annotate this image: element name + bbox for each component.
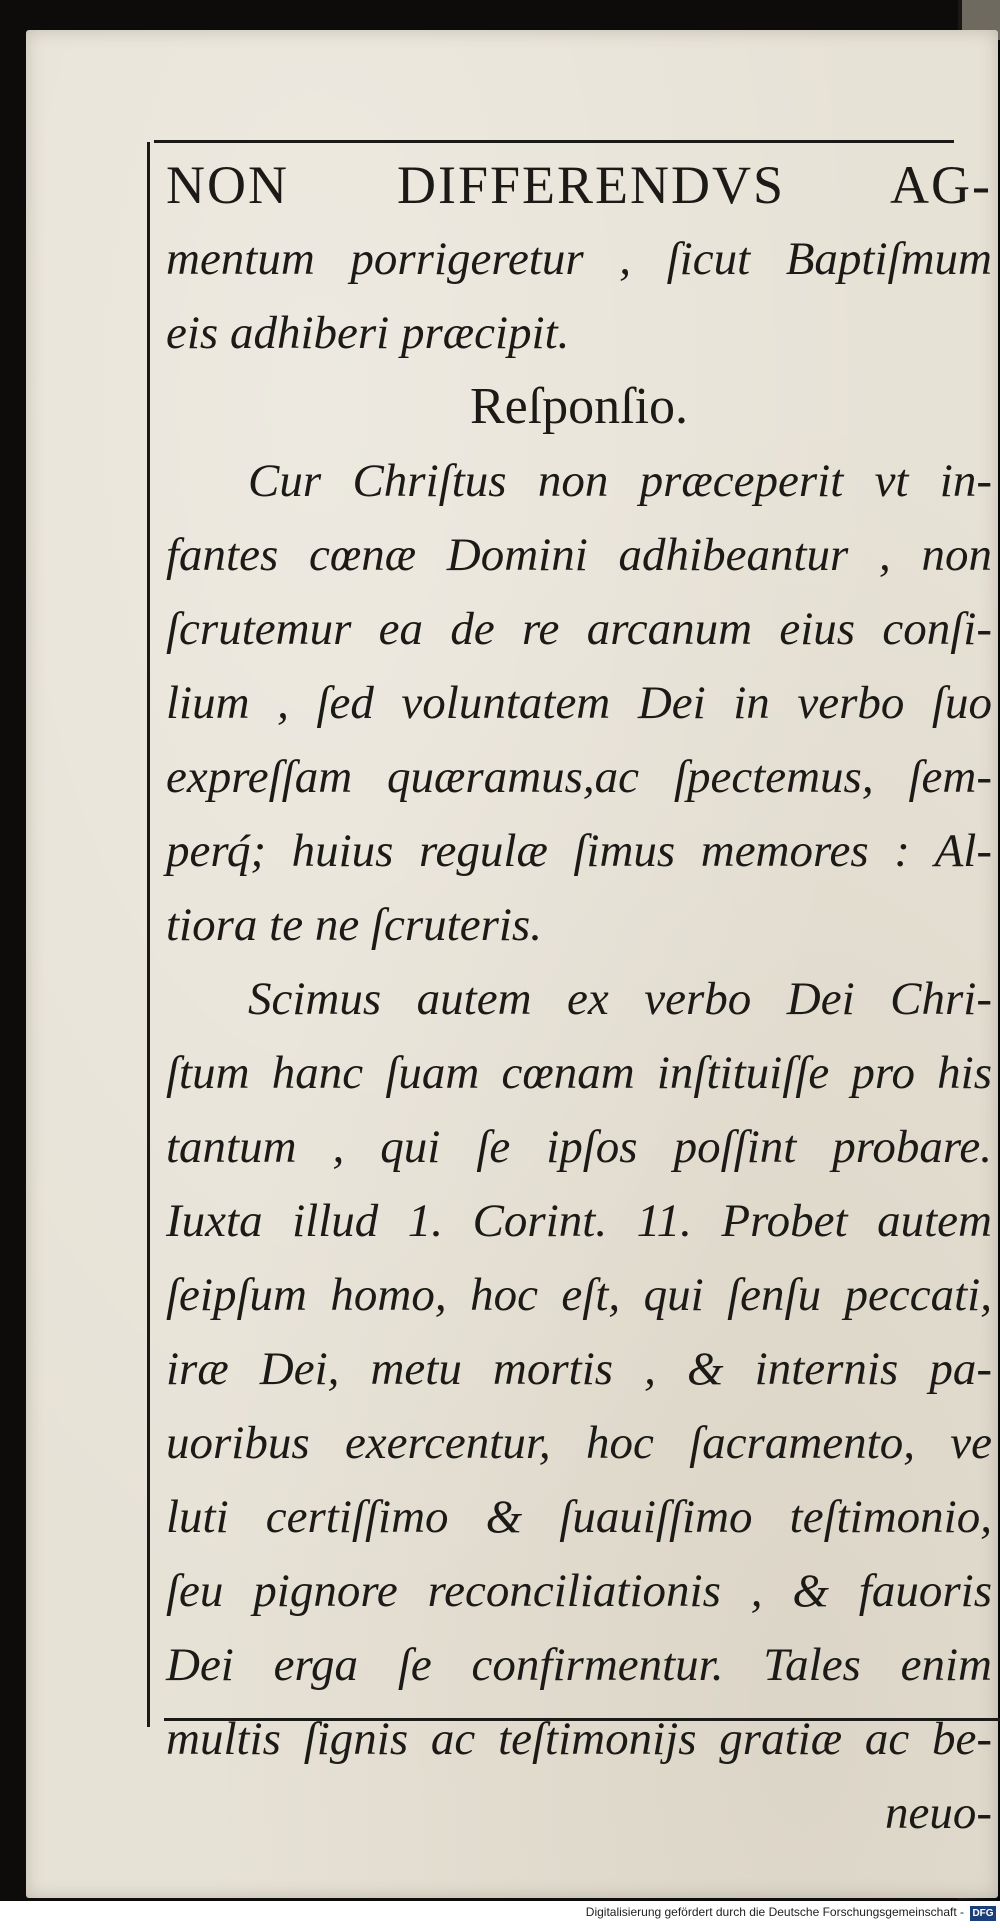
text-line: tantum , qui ſe ipſos poſſint probare. [166, 1121, 992, 1173]
text-line: iræ Dei, metu mortis , & internis pa- [166, 1343, 992, 1395]
text-line: Dei erga ſe confirmentur. Tales enim [166, 1639, 992, 1691]
running-title: NON DIFFERENDVS AG- [166, 155, 992, 215]
text-line: expreſſam quæramus,ac ſpectemus, ſem- [166, 751, 992, 803]
book-page [26, 30, 998, 1898]
text-line: Scimus autem ex verbo Dei Chri- [248, 973, 992, 1025]
text-line: uoribus exercentur, hoc ſacramento, ve [166, 1417, 992, 1469]
text-line: perq́; huius regulæ ſimus memores : Al- [166, 825, 992, 877]
text-line: ſeu pignore reconciliationis , & fauoris [166, 1565, 992, 1617]
text-line: lium , ſed voluntatem Dei in verbo ſuo [166, 677, 992, 729]
text-line: eis adhiberi præcipit. [166, 307, 570, 359]
text-line: Iuxta illud 1. Corint. 11. Probet autem [166, 1195, 992, 1247]
text-block [166, 148, 992, 1850]
text-line: mentum porrigeretur , ſicut Baptiſmum [166, 233, 992, 285]
text-line: Cur Chriſtus non præceperit vt in- [248, 455, 992, 507]
text-line: ſcrutemur ea de re arcanum eius conſi- [166, 603, 992, 655]
frame-rule-top [154, 140, 954, 143]
section-heading: Reſponſio. [469, 378, 689, 435]
text-line: multis ſignis ac teſtimonijs gratiæ ac be- [166, 1713, 992, 1765]
text-line: tiora te ne ſcruteris. [166, 899, 542, 951]
frame-rule-left [147, 142, 150, 1727]
funding-notice: Digitalisierung gefördert durch die Deutsche Forschungsgemeinschaft - [585, 1905, 964, 1919]
text-line: fantes cœnæ Domini adhibeantur , non [166, 529, 992, 581]
text-line: ſtum hanc ſuam cœnam inſtituiſſe pro his [166, 1047, 992, 1099]
text-line: ſeipſum homo, hoc eſt, qui ſenſu peccati, [166, 1269, 992, 1321]
text-line: luti certiſſimo & ſuauiſſimo teſtimonio, [166, 1491, 992, 1543]
catchword: neuo- [884, 1787, 992, 1839]
dfg-logo: DFG [970, 1906, 996, 1921]
footer-bar [0, 1901, 1000, 1928]
